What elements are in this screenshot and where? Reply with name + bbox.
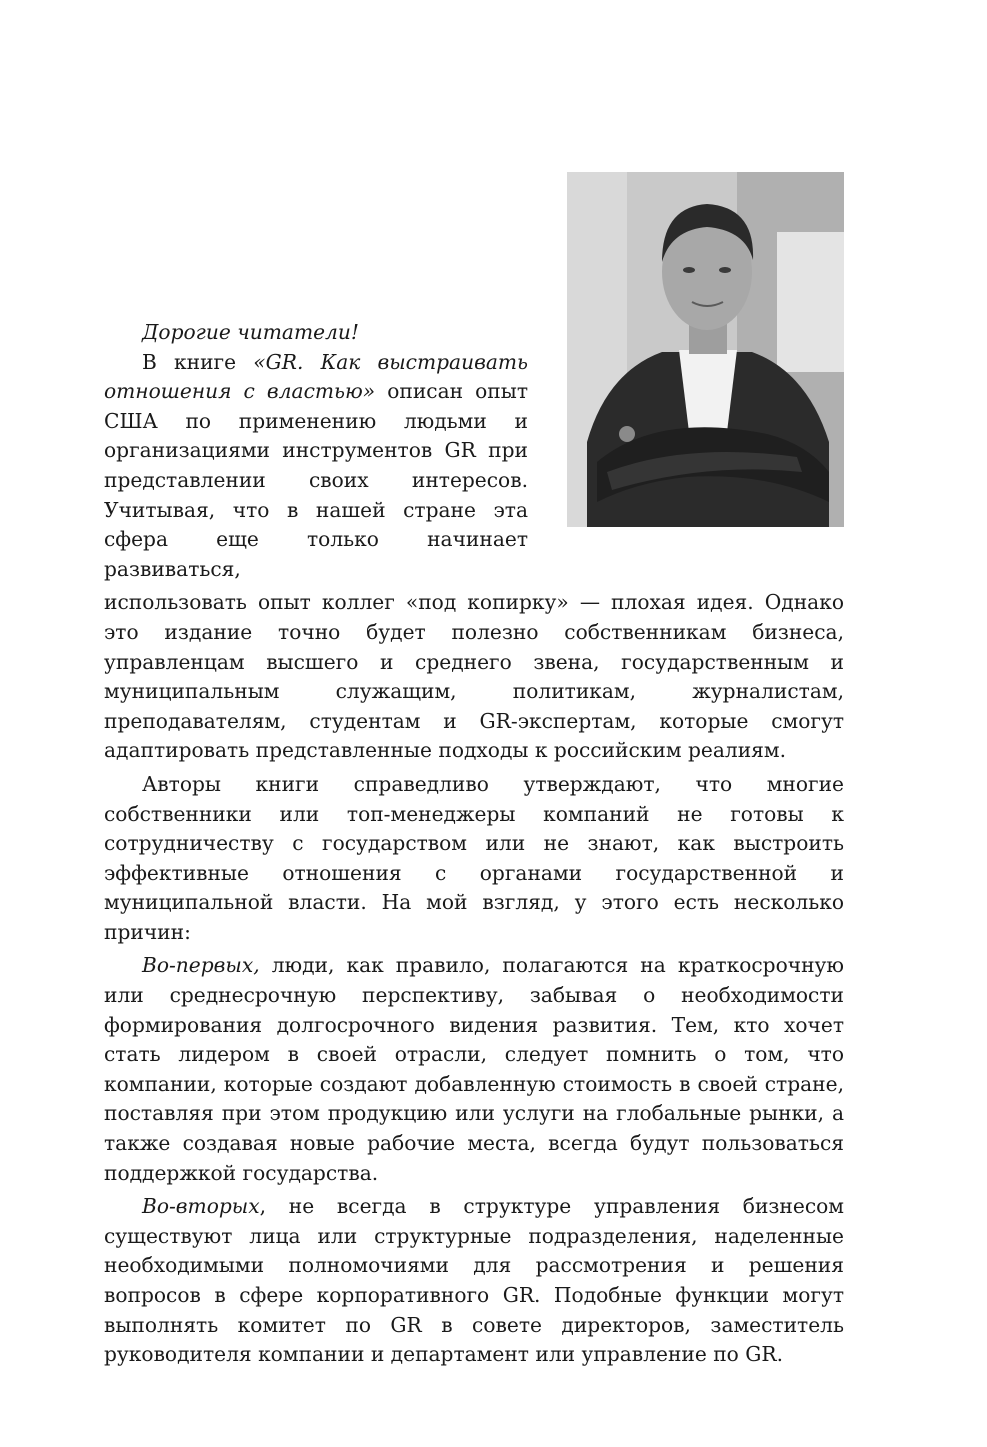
paragraph-1 (104, 348, 528, 585)
p4-lead: Во-вторых (142, 1194, 260, 1219)
book-title: «GR. Как выстраивать отношения с властью» (104, 349, 528, 404)
paragraph-2: Авторы книги справедливо утверждают, что многие собственники или топ-менеджеры компаний не готовы к сотрудничеству с государством или не знают, как выстроить эффективные отношения с органами государственной и муниципальной власти. На мой взгляд, у этого есть несколько причин: (104, 771, 844, 944)
p3-lead: Во-первых, (142, 953, 260, 978)
paragraph-4 (104, 1192, 844, 1370)
paragraph-1-continued: использовать опыт коллег «под копирку» — плохая идея. Однако это издание точно будет полезно собственникам бизнеса, управленцам высшего и среднего звена, государственным и муниципальным служащим, политикам, журналистам, преподавателям, студентам и GR-экспертам, которые смогут адаптировать представленные подходы к российским реалиям. (104, 590, 844, 763)
p1-lead: В книге (142, 349, 254, 374)
paragraph-3 (104, 951, 844, 1188)
p4-rest: , не всегда в структуре управления бизнесом существуют лица или структурные подразделения, наделенные необходимыми полномочиями для рассмотрения и решения вопросов в сфере корпоративного GR. Подобные функции могут выполнять комитет по GR в совете директоров, заместитель руководителя компании и департамент или управление по GR. (104, 1194, 844, 1367)
p1-rest: описан опыт США по применению людьми и организациями инструментов GR при представлении своих интересов. Учитывая, что в нашей стране эта сфера еще только начинает развиваться, (104, 379, 528, 581)
greeting (104, 318, 528, 348)
greeting-text: Дорогие читатели! (142, 320, 360, 344)
p3-rest: люди, как правило, полагаются на краткосрочную или среднесрочную перспективу, забывая о необходимости формирования долгосрочного видения развития. Тем, кто хочет стать лидером в своей отрасли, следует помнить о том, что компании, которые создают добавленную стоимость в своей стране, поставляя при этом продукцию или услуги на глобальные рынки, а также создавая новые рабочие места, всегда будут пользоваться поддержкой государства. (104, 953, 844, 1185)
letter-body (104, 318, 844, 1374)
